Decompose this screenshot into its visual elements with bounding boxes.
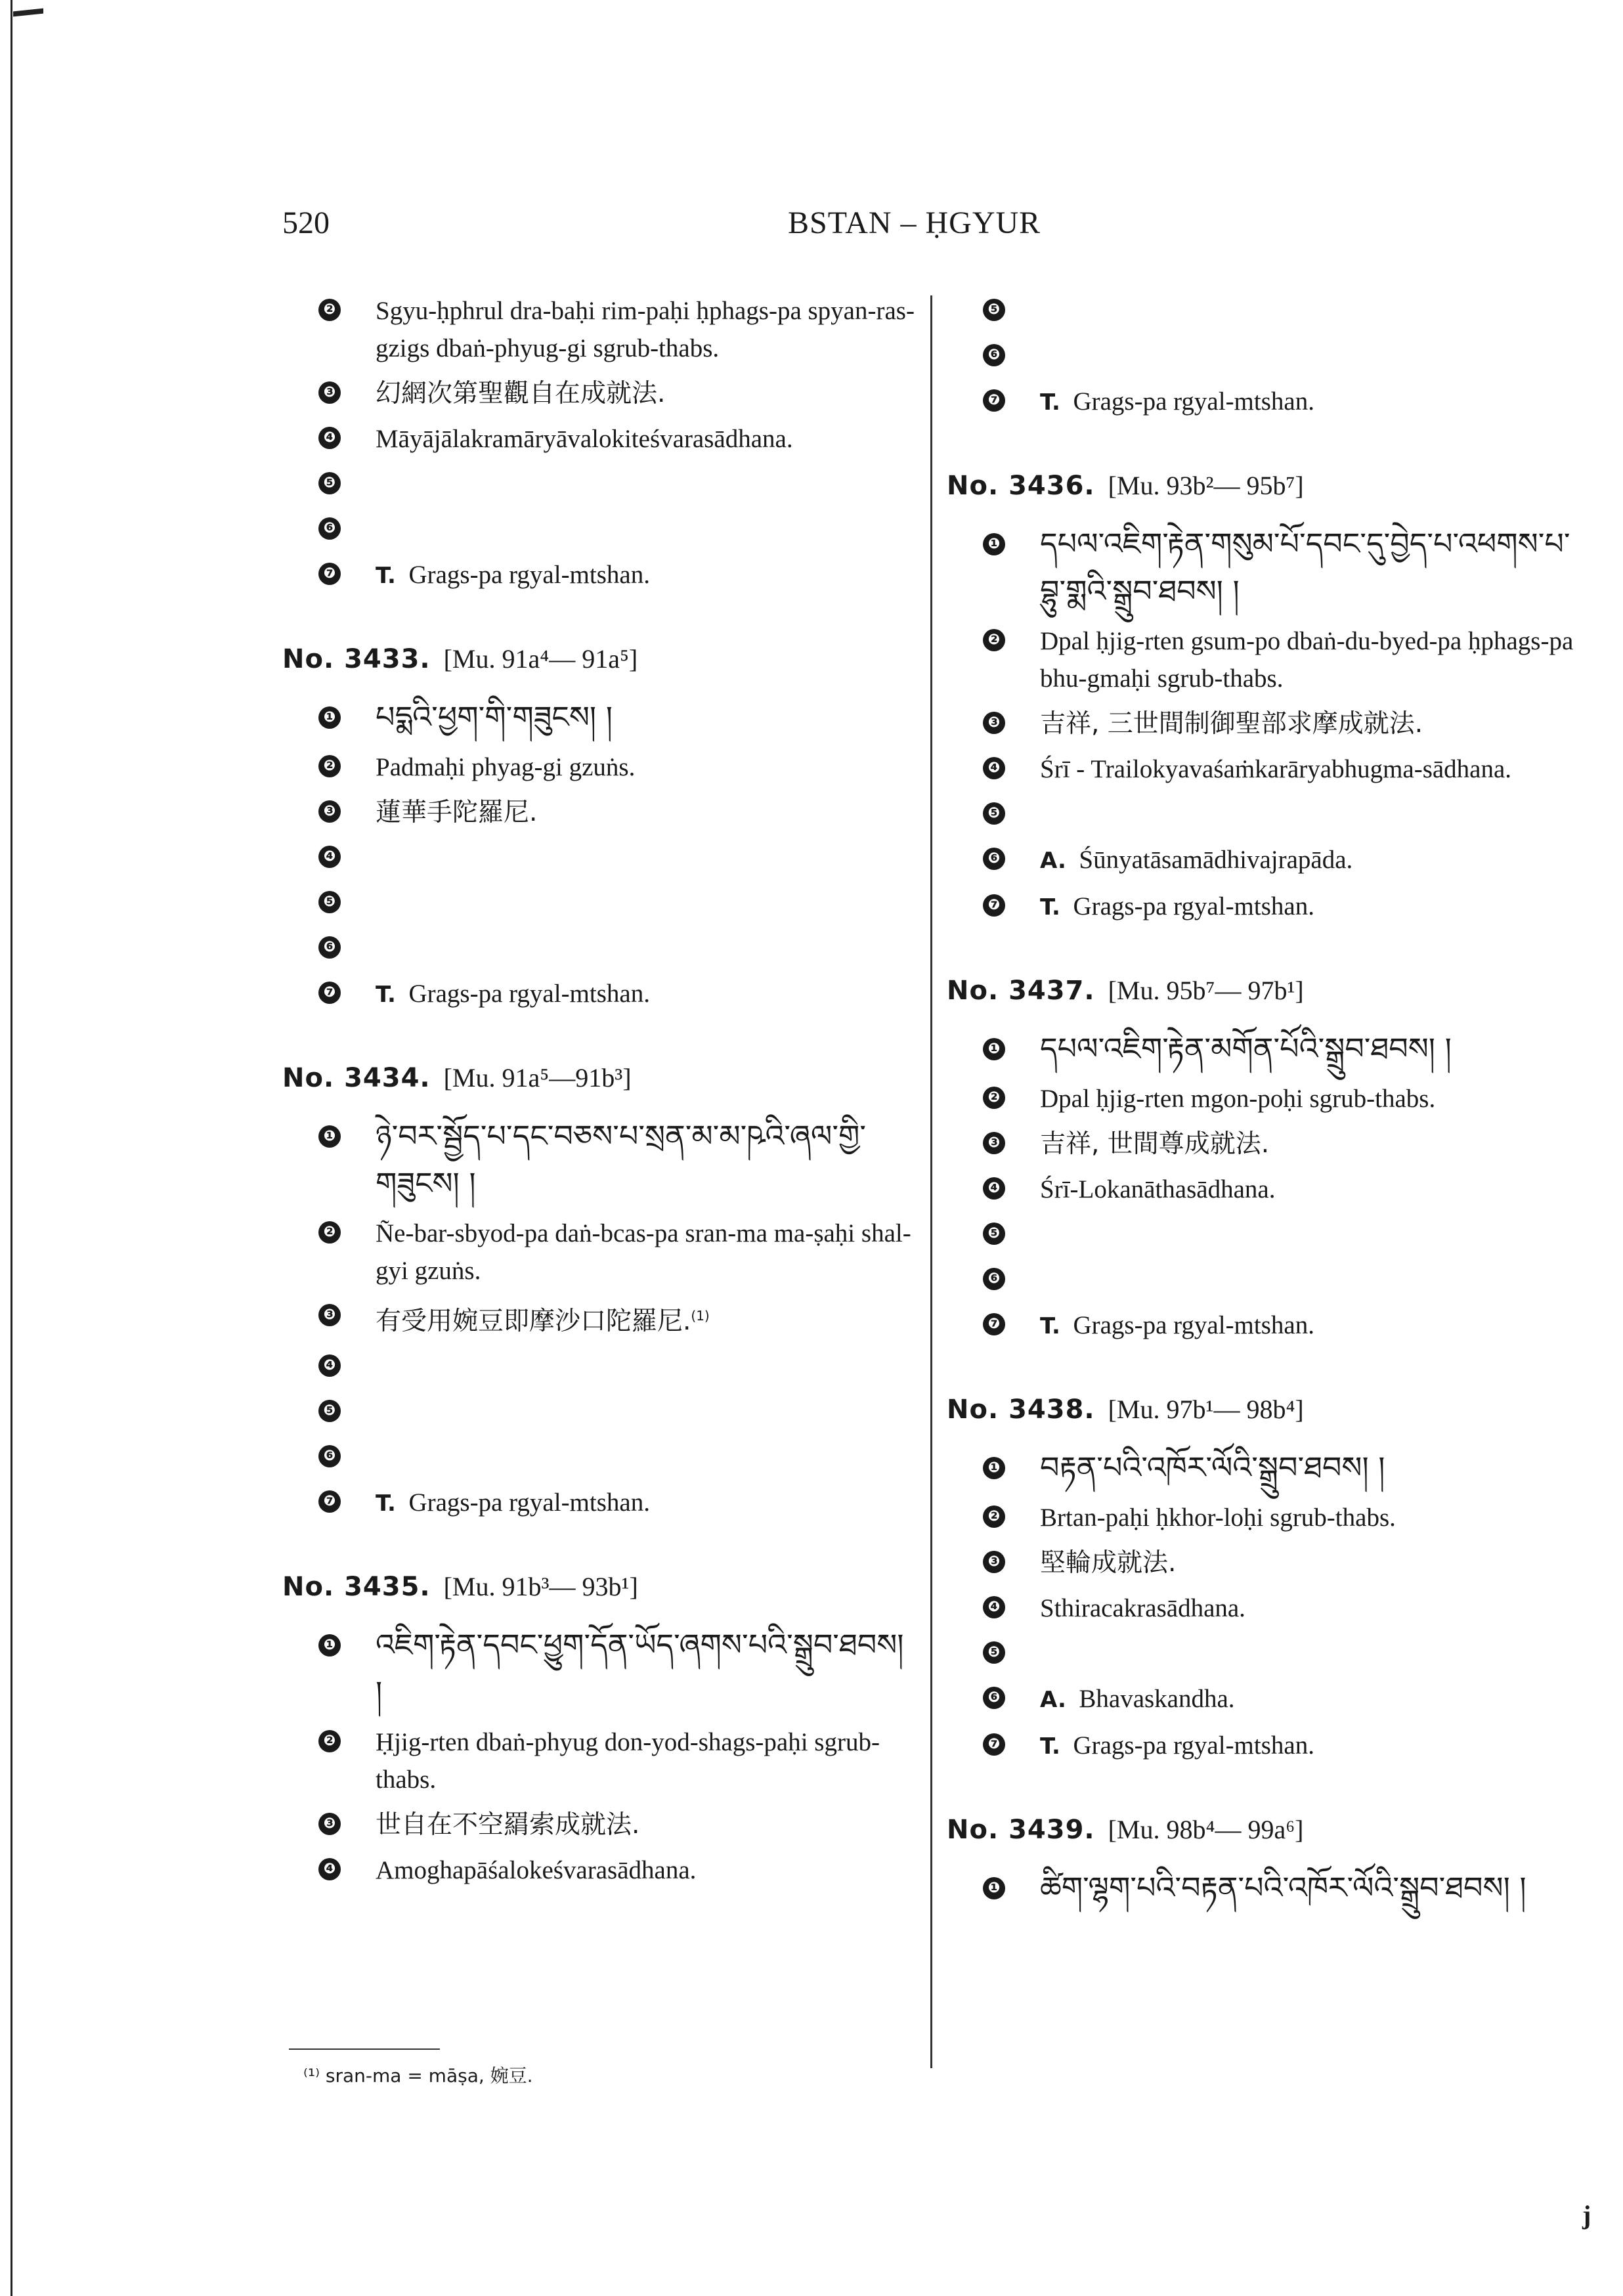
- list-item: ❷ Dpal ḥjig-rten mgon-poḥi sgrub-thabs.: [947, 1080, 1590, 1117]
- list-item: [282, 1348, 919, 1385]
- marker-5: ❺: [983, 1641, 1005, 1664]
- marker-6: ❻: [318, 517, 341, 540]
- marker-3: ❸: [318, 800, 341, 823]
- list-item: ❷ Dpal ḥjig-rten gsum-po dbaṅ-du-byed-pa ḥphags-pa bhu-gmaḥi sgrub-thabs.: [947, 622, 1590, 697]
- list-item: ❹ Sthiracakrasādhana.: [947, 1590, 1590, 1627]
- marker-3: ❸: [318, 381, 341, 404]
- entry-3435: [282, 1570, 919, 1889]
- marker-2: ❷: [983, 1087, 1005, 1109]
- page-number: 520: [282, 206, 330, 240]
- marker-5: ❺: [318, 472, 341, 494]
- list-item: ❼ T. Grags-pa rgyal-mtshan.: [947, 1727, 1590, 1765]
- list-item: ❶ ཚིག་ལྷག་པའི་བརྟན་པའི་འཁོར་ལོའི་སྒྲུབ་ཐབས། །: [947, 1864, 1590, 1911]
- list-item: ❼ T. Grags-pa rgyal-mtshan.: [282, 975, 919, 1014]
- list-item: [947, 1261, 1590, 1299]
- list-item: ❹ Amoghapāśalokeśvarasādhana.: [282, 1852, 919, 1889]
- list-item: [282, 884, 919, 922]
- list-item: ❷ Padmaḥi phyag-gi gzuṅs.: [282, 748, 919, 786]
- marker-4: ❹: [983, 1596, 1005, 1618]
- entry-header: No. 3439. [Mu. 98b⁴— 99a⁶]: [947, 1815, 1304, 1845]
- list-item: ❹ Śrī-Lokanāthasādhana.: [947, 1171, 1590, 1208]
- marker-2: ❷: [318, 299, 341, 321]
- marker-1: ❶: [983, 533, 1005, 555]
- marker-5: ❺: [983, 802, 1005, 825]
- list-item: ❹ Śrī - Trailokyavaśaṁkarāryabhugma-sādhana.: [947, 750, 1590, 788]
- entry-header: No. 3435. [Mu. 91b³— 93b¹]: [282, 1572, 638, 1602]
- marker-7: ❼: [983, 894, 1005, 917]
- list-item: ❸ 蓮華手陀羅尼.: [282, 794, 919, 831]
- marker-1: ❶: [983, 1457, 1005, 1479]
- marker-3: ❸: [983, 1551, 1005, 1573]
- marker-7: ❼: [983, 389, 1005, 412]
- entry-3436: [947, 469, 1590, 926]
- entry-header: No. 3436. [Mu. 93b²— 95b⁷]: [947, 471, 1304, 501]
- footnote-ref: (1): [691, 1308, 710, 1324]
- list-item: ❻ A. Bhavaskandha.: [947, 1680, 1590, 1719]
- list-item: [282, 930, 919, 967]
- marker-2: ❷: [318, 1730, 341, 1752]
- entry-3435-continued: [947, 292, 1590, 422]
- footnote-rule: [289, 2048, 440, 2050]
- marker-5: ❺: [983, 299, 1005, 321]
- marker-3: ❸: [318, 1304, 341, 1326]
- list-item: [947, 1216, 1590, 1253]
- marker-4: ❹: [983, 1177, 1005, 1200]
- list-item: [947, 796, 1590, 833]
- marker-6: ❻: [318, 1445, 341, 1467]
- marker-2: ❷: [983, 1505, 1005, 1528]
- entry-3433: [282, 642, 919, 1014]
- entry-3434: [282, 1061, 919, 1523]
- marker-3: ❸: [983, 1132, 1005, 1154]
- list-item: [947, 1635, 1590, 1672]
- marker-2: ❷: [983, 629, 1005, 651]
- running-head: BSTAN – ḤGYUR: [788, 206, 1041, 240]
- list-item: ❸ 有受用婉豆即摩沙口陀羅尼.$^{(1)}$: [282, 1297, 919, 1340]
- list-item: [282, 1393, 919, 1431]
- marker-7: ❼: [318, 1490, 341, 1513]
- entry-3439: [947, 1813, 1590, 1911]
- entry-header: No. 3437. [Mu. 95b⁷— 97b¹]: [947, 976, 1304, 1006]
- list-item: ❹ Māyājālakramāryāvalokiteśvarasādhana.: [282, 420, 919, 458]
- marker-7: ❼: [983, 1733, 1005, 1756]
- marker-4: ❹: [983, 757, 1005, 779]
- list-item: ❸ 世自在不空羂索成就法.: [282, 1806, 919, 1844]
- marker-4: ❹: [318, 1858, 341, 1880]
- list-item: ❷ Sgyu-ḥphrul dra-baḥi rim-paḥi ḥphags-pa spyan-ras-gzigs dbaṅ-phyug-gi sgrub-thabs.: [282, 292, 919, 367]
- list-item: ❷ Ḥjig-rten dbaṅ-phyug don-yod-shags-paḥi sgrub-thabs.: [282, 1723, 919, 1798]
- list-item: ❶ ཉེ་བར་སྦྱོད་པ་དང་བཅས་པ་སྲན་མ་མ་ཥའི་ཞལ་གྱི་གཟུངས། །: [282, 1112, 919, 1207]
- marker-2: ❷: [318, 1221, 341, 1244]
- entry-3432-continued: [282, 292, 919, 595]
- page-mark: j: [1582, 2200, 1591, 2230]
- left-column: [282, 292, 919, 1897]
- list-item: ❼ T. Grags-pa rgyal-mtshan.: [282, 556, 919, 595]
- list-item: ❶ འཇིག་རྟེན་དབང་ཕྱུག་དོན་ཡོད་ཞགས་པའི་སྒྲུབ་ཐབས། །: [282, 1621, 919, 1716]
- list-item: ❶ དཔལ་འཇིག་རྟེན་མགོན་པོའི་སྒྲུབ་ཐབས། །: [947, 1025, 1590, 1072]
- marker-1: ❶: [983, 1038, 1005, 1060]
- column-divider: [930, 295, 932, 2068]
- marker-3: ❸: [983, 712, 1005, 734]
- list-item: ❼ T. Grags-pa rgyal-mtshan.: [282, 1484, 919, 1523]
- entry-3437: [947, 974, 1590, 1345]
- marker-6: ❻: [318, 936, 341, 959]
- list-item: [282, 839, 919, 877]
- entry-header: No. 3438. [Mu. 97b¹— 98b⁴]: [947, 1395, 1304, 1425]
- page-edge: [11, 0, 12, 2296]
- list-item: ❸ 堅輪成就法.: [947, 1544, 1590, 1582]
- marker-5: ❺: [318, 891, 341, 913]
- marker-4: ❹: [318, 427, 341, 449]
- marker-4: ❹: [318, 1354, 341, 1377]
- list-item: ❷ Ñe-bar-sbyod-pa daṅ-bcas-pa sran-ma ma-ṣaḥi shal-gyi gzuṅs.: [282, 1215, 919, 1289]
- footnote: ⁽¹⁾ sran-ma = māṣa, 婉豆.: [303, 2065, 533, 2087]
- right-column: [947, 292, 1590, 1919]
- marker-7: ❼: [318, 563, 341, 585]
- marker-1: ❶: [318, 1634, 341, 1657]
- marker-1: ❶: [318, 706, 341, 729]
- entry-header: No. 3433. [Mu. 91a⁴— 91a⁵]: [282, 644, 638, 674]
- list-item: [947, 337, 1590, 375]
- marker-6: ❻: [983, 1268, 1005, 1290]
- list-item: [282, 1439, 919, 1476]
- marker-6: ❻: [983, 848, 1005, 870]
- entry-header: No. 3434. [Mu. 91a⁵—91b³]: [282, 1063, 632, 1093]
- list-item: ❶ དཔལ་འཇིག་རྟེན་གསུམ་པོ་དབང་དུ་བྱེད་པ་འཕགས་པ་བྷུ་གྨའི་སྒྲུབ་ཐབས། །: [947, 520, 1590, 615]
- marker-1: ❶: [318, 1125, 341, 1148]
- marker-6: ❻: [983, 1687, 1005, 1709]
- list-item: ❸ 幻網次第聖觀自在成就法.: [282, 375, 919, 412]
- list-item: ❶ བརྟན་པའི་འཁོར་ལོའི་སྒྲུབ་ཐབས། །: [947, 1444, 1590, 1491]
- list-item: ❶ པདྨའི་ཕྱག་གི་གཟུངས། །: [282, 693, 919, 741]
- marker-3: ❸: [318, 1813, 341, 1835]
- list-item: ❷ Brtan-paḥi ḥkhor-loḥi sgrub-thabs.: [947, 1499, 1590, 1536]
- entry-3438: [947, 1393, 1590, 1765]
- list-item: ❸ 吉祥, 世間尊成就法.: [947, 1125, 1590, 1163]
- marker-5: ❺: [983, 1223, 1005, 1245]
- list-item: ❸ 吉祥, 三世間制御聖部求摩成就法.: [947, 705, 1590, 743]
- list-item: ❼ T. Grags-pa rgyal-mtshan.: [947, 1307, 1590, 1345]
- list-item: [282, 466, 919, 503]
- list-item: [947, 292, 1590, 330]
- list-item: ❼ T. Grags-pa rgyal-mtshan.: [947, 888, 1590, 926]
- list-item: ❻ A. Śūnyatāsamādhivajrapāda.: [947, 841, 1590, 880]
- marker-6: ❻: [983, 344, 1005, 366]
- marker-2: ❷: [318, 755, 341, 777]
- marker-5: ❺: [318, 1400, 341, 1422]
- marker-7: ❼: [318, 982, 341, 1004]
- list-item: ❼ T. Grags-pa rgyal-mtshan.: [947, 383, 1590, 422]
- list-item: [282, 511, 919, 548]
- marker-4: ❹: [318, 846, 341, 868]
- corner-mark: [13, 9, 43, 17]
- marker-1: ❶: [983, 1877, 1005, 1899]
- marker-7: ❼: [983, 1313, 1005, 1335]
